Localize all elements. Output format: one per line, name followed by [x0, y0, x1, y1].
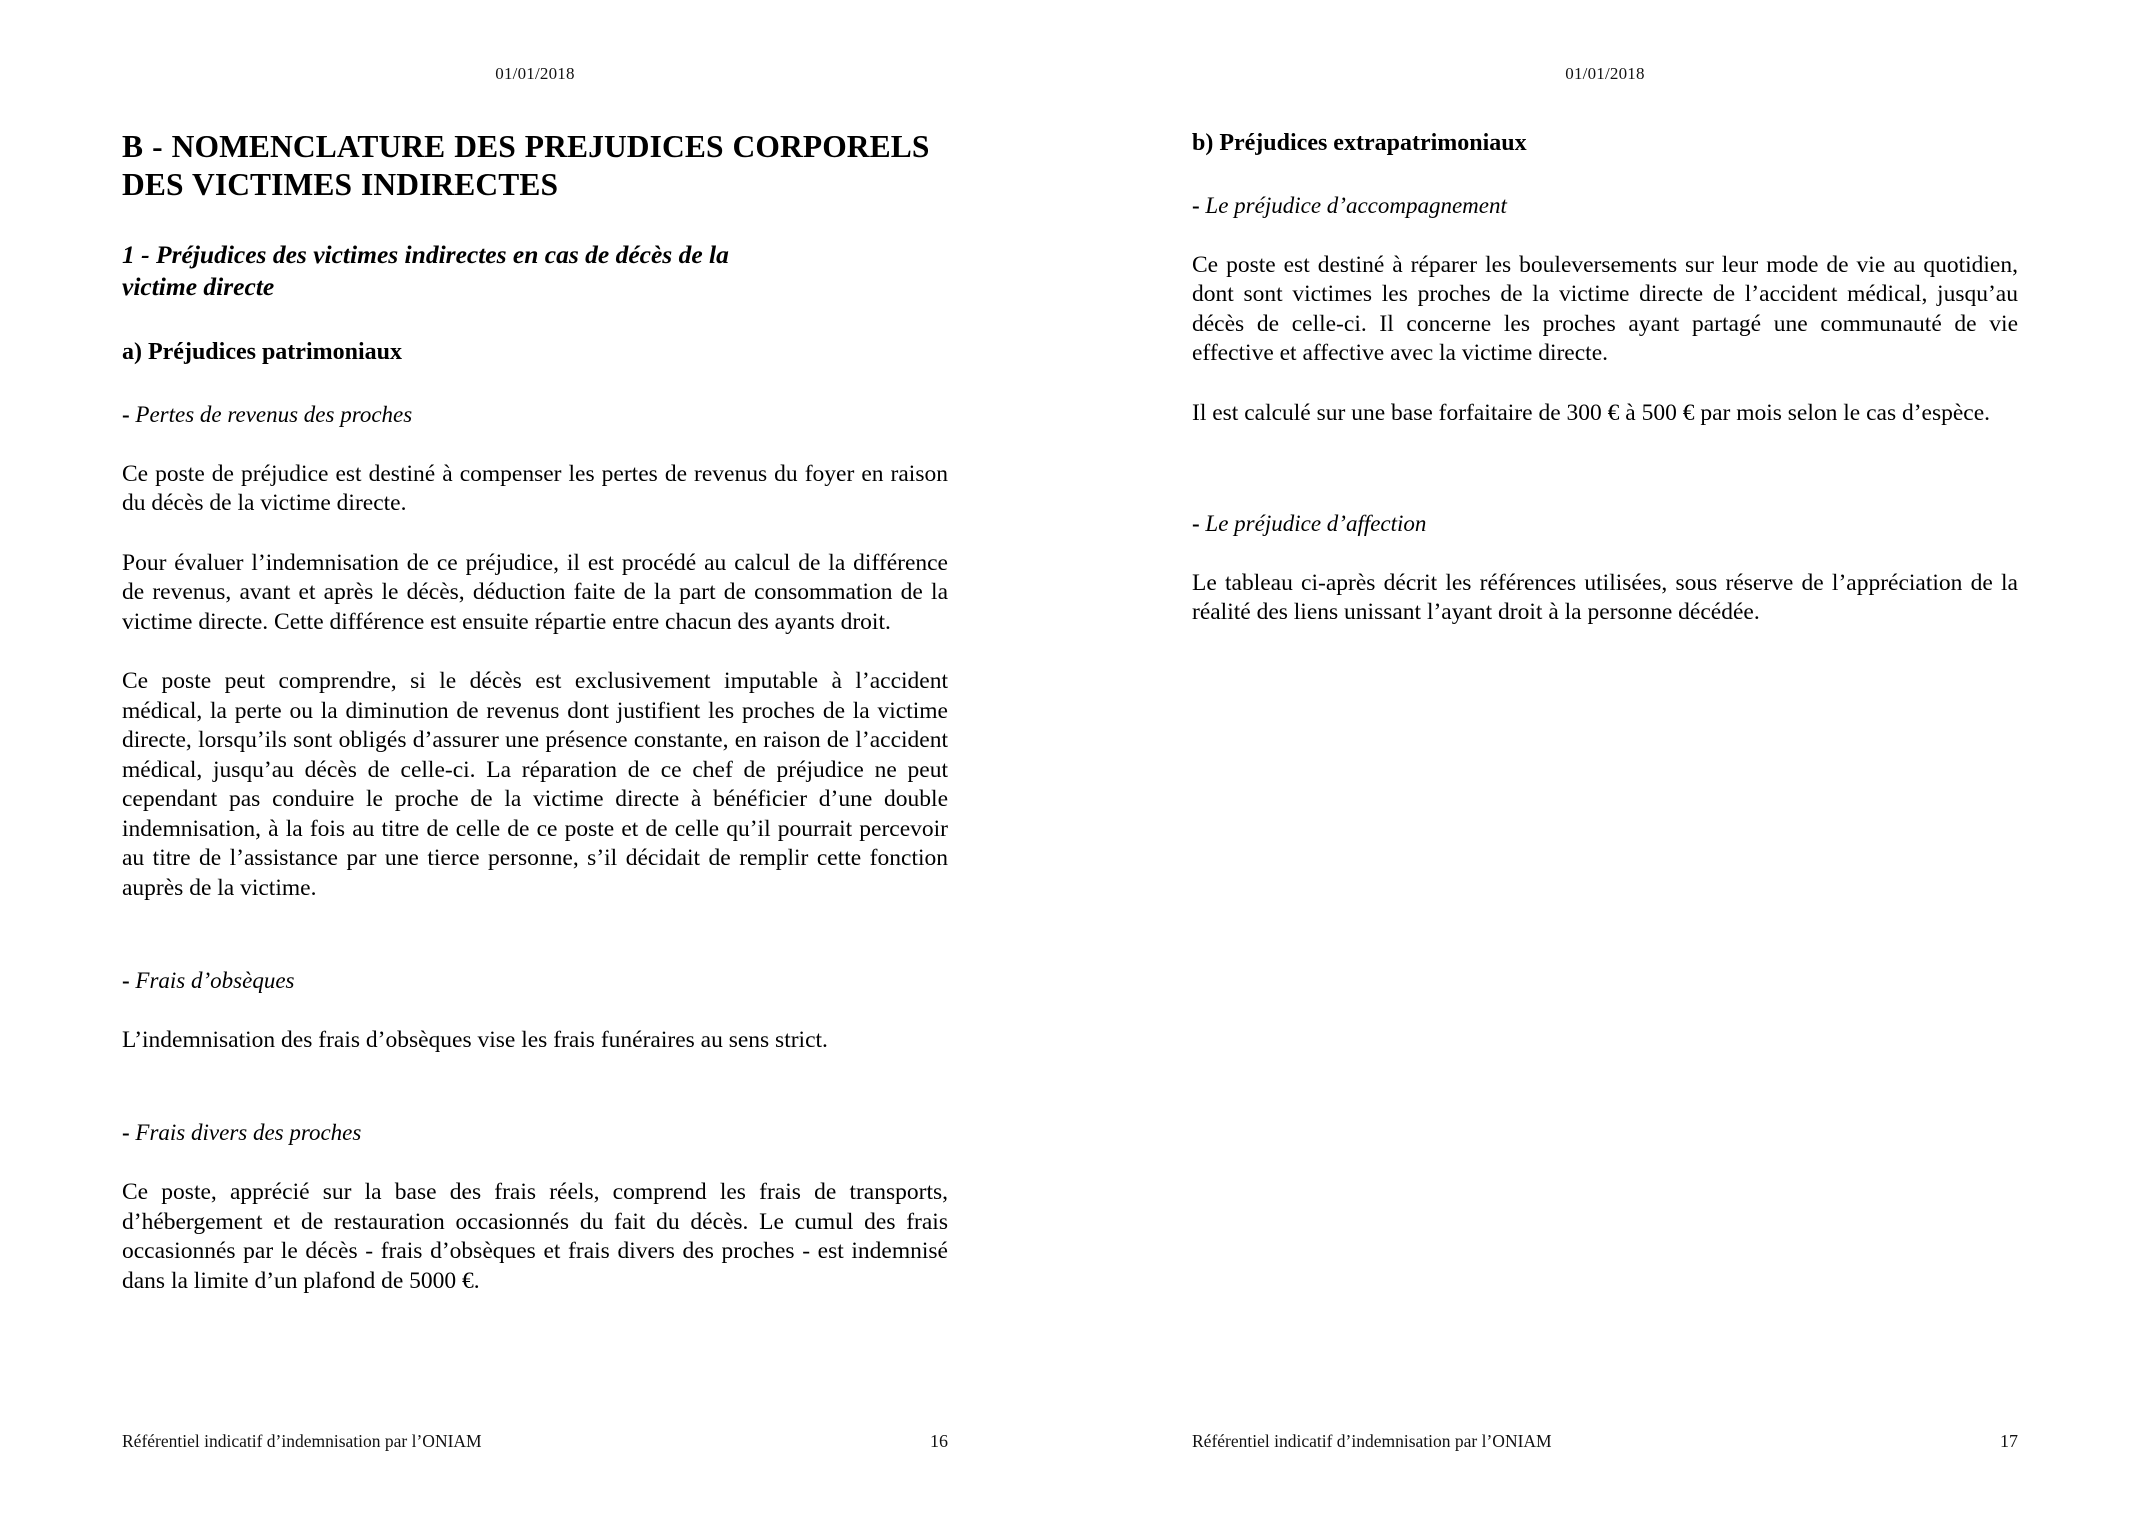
item-dash: - — [122, 968, 136, 994]
subsection-heading-a: a) Préjudices patrimoniaux — [122, 339, 402, 366]
item-dash: - — [122, 1120, 136, 1146]
item-heading-frais-divers — [122, 1119, 948, 1148]
running-head-date-right: 01/01/2018 — [1565, 64, 1645, 83]
item-heading-label: Frais divers des proches — [135, 1120, 362, 1146]
item-heading-label: Frais d’obsèques — [135, 968, 295, 994]
subsection-heading-1 — [122, 239, 948, 303]
page-fold-seam — [1070, 0, 1071, 1516]
item-heading-label: Pertes de revenus des proches — [135, 402, 413, 428]
subsection-heading-1-line-2: victime directe — [122, 271, 275, 301]
item-dash: - — [1192, 193, 1206, 218]
page-right — [1070, 0, 2140, 1516]
item-heading-prejudice-affection — [1192, 510, 2018, 539]
item-dash: - — [1192, 511, 1206, 537]
text-column-left — [122, 128, 948, 1296]
page-number: 17 — [2000, 1431, 2018, 1451]
item-heading-frais-obseques — [122, 967, 948, 996]
item-heading-label: Le préjudice d’accompagnement — [1205, 193, 1507, 218]
page-footer-right — [1192, 1431, 2018, 1452]
spacer — [1192, 458, 2018, 510]
footer-source-label: Référentiel indicatif d’indemnisation par l’ONIAM — [122, 1431, 482, 1451]
section-title-line-2: DES VICTIMES INDIRECTES — [122, 167, 559, 203]
section-title — [122, 128, 948, 205]
page-footer-left — [122, 1431, 948, 1452]
paragraph-accompagnement-1: Ce poste est destiné à réparer les bouleversements sur leur mode de vie au quotidien, dont sont victimes les proches de la victime directe de l’accident médical, jusqu’au décès de celle-ci. Il concerne les proches ayant partagé une communauté de vie effective et affective avec la victime directe. — [1192, 251, 2018, 367]
paragraph-frais-divers-1: Ce poste, apprécié sur la base des frais réels, comprend les frais de transports, d’hébergement et de restauration occasionnés du fait du décès. Le cumul des frais occasionnés par le décès - frais d’obsèques et frais divers des proches - est indemnisé dans la limite d’un plafond de 5000 €. — [122, 1179, 948, 1294]
text-column-right — [1192, 128, 2018, 628]
item-heading-pertes-de-revenus — [122, 401, 948, 430]
spacer — [122, 933, 948, 967]
item-heading-prejudice-accompagnement — [1192, 192, 2018, 221]
page-number: 16 — [930, 1431, 948, 1451]
running-head-date-left: 01/01/2018 — [495, 64, 575, 83]
subsection-heading-1-line-1: 1 - Préjudices des victimes indirectes en cas de décès de la — [122, 239, 729, 269]
paragraph-frais-obseques-1: L’indemnisation des frais d’obsèques vise les frais funéraires au sens strict. — [122, 1026, 828, 1053]
paragraph-pertes-revenus-1: Ce poste de préjudice est destiné à compenser les pertes de revenus du foyer en raison du décès de la victime directe. — [122, 460, 948, 517]
footer-source-label: Référentiel indicatif d’indemnisation par l’ONIAM — [1192, 1431, 1552, 1451]
paragraph-affection-1: Le tableau ci-après décrit les références utilisées, sous réserve de l’appréciation de la réalité des liens unissant l’ayant droit à la personne décédée. — [1192, 569, 2018, 626]
section-title-line-1: B - NOMENCLATURE DES PREJUDICES CORPORELS — [122, 129, 930, 164]
subsection-heading-b: b) Préjudices extrapatrimoniaux — [1192, 130, 1527, 156]
item-dash: - — [122, 402, 136, 428]
paragraph-pertes-revenus-2: Pour évaluer l’indemnisation de ce préjudice, il est procédé au calcul de la différence de revenus, avant et après le décès, déduction faite de la part de consommation de la victime directe. Cette différence est ensuite répartie entre chacun des ayants droit. — [122, 549, 948, 635]
item-heading-label: Le préjudice d’affection — [1205, 511, 1427, 537]
paragraph-pertes-revenus-3: Ce poste peut comprendre, si le décès est exclusivement imputable à l’accident médical, la perte ou la diminution de revenus dont justifient les proches de la victime directe, lorsqu’ils sont obligés d’assurer une présence constante, en raison de l’accident médical, jusqu’au décès de celle-ci. La réparation de ce chef de préjudice ne peut cependant pas conduire le proche de la victime directe à bénéficier d’une double indemnisation, à la fois au titre de celle de ce poste et de celle qu’il pourrait percevoir au titre de l’assistance par une tierce personne, s’il décidait de remplir cette fonction auprès de la victime. — [122, 668, 948, 901]
paragraph-accompagnement-2: Il est calculé sur une base forfaitaire de 300 € à 500 € par mois selon le cas d’espèce. — [1192, 399, 1991, 426]
spacer — [122, 1085, 948, 1119]
